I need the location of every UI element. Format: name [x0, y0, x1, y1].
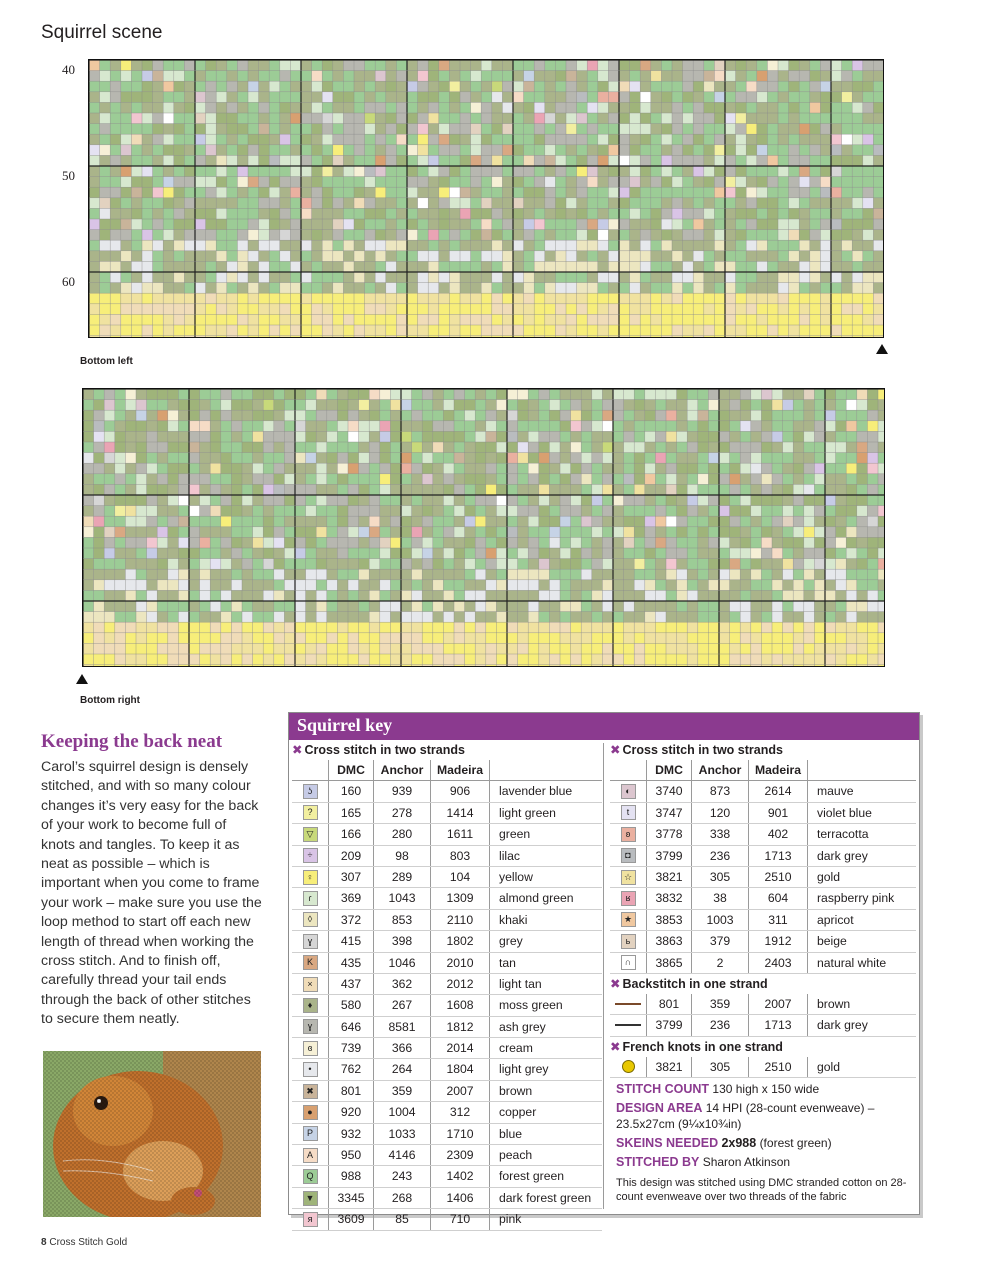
symbol-swatch-icon: ь [621, 934, 636, 949]
key-left-column [292, 740, 602, 1231]
key-row-copper: ● 920 1004 312 copper [292, 1102, 602, 1123]
symbol-swatch-icon: ☆ [621, 870, 636, 885]
backstitch-line-icon [615, 1024, 641, 1026]
cross-icon: ✖ [610, 1039, 621, 1054]
key-row-mauve: ◐ 3740 873 2614 mauve [610, 781, 916, 802]
symbol-swatch-icon: A [303, 1148, 318, 1163]
key-row-grey: ɣ 415 398 1802 grey [292, 931, 602, 952]
page-number: 8 [41, 1237, 47, 1248]
french-knot-icon [622, 1060, 635, 1073]
tip-heading: Keeping the back neat [41, 731, 223, 752]
key-row-brown: ✖ 801 359 2007 brown [292, 1081, 602, 1102]
stitch-count: STITCH COUNT 130 high x 150 wide [616, 1082, 820, 1097]
cross-icon: ✖ [610, 743, 621, 757]
key-row-light-green: ? 165 278 1414 light green [292, 803, 602, 824]
design-area: DESIGN AREA 14 HPI (28-count evenweave) – 23.5x27cm (9¼x10¾in) [616, 1101, 875, 1132]
center-arrow-icon [876, 344, 888, 354]
key-row-almond-green: ɾ 369 1043 1309 almond green [292, 888, 602, 909]
key-row-light-grey: • 762 264 1804 light grey [292, 1059, 602, 1080]
symbol-swatch-icon: ♀ [303, 870, 318, 885]
symbol-swatch-icon: ʖ [303, 784, 318, 799]
tip-body: Carol’s squirrel design is densely stitched, and with so many colour changes it’s very easy for the back of your work to become full of knots and tangles. To keep it as neat as possible – which is important when you come to frame your work – make sure you use the loop method to start off each new length of thread when working the cross stitch. And to finish off, carefully thread your tail ends through the back of other stitches to secure them neatly. [41, 759, 262, 1028]
symbol-swatch-icon: Q [303, 1169, 318, 1184]
key-row-brown: 801 359 2007 brown [610, 994, 916, 1015]
french-knot-heading: ✖ French knots in one strand [610, 1039, 783, 1054]
key-row-gold: ☆ 3821 305 2510 gold [610, 867, 916, 888]
symbol-swatch-icon: ● [303, 1105, 318, 1120]
chart-bottom [82, 388, 885, 667]
symbol-swatch-icon: ɾ [303, 891, 318, 906]
symbol-swatch-icon: ◐ [621, 784, 636, 799]
key-row-pink: я 3609 85 710 pink [292, 1209, 602, 1230]
skeins-needed: SKEINS NEEDED 2x988 (forest green) [616, 1136, 832, 1151]
key-right-column [610, 740, 916, 1204]
symbol-swatch-icon: ▼ [303, 1191, 318, 1206]
key-row-raspberry-pink: ʁ 3832 38 604 raspberry pink [610, 888, 916, 909]
key-row-cream: ɞ 739 366 2014 cream [292, 1038, 602, 1059]
symbol-swatch-icon: ▽ [303, 827, 318, 842]
key-row-beige: ь 3863 379 1912 beige [610, 931, 916, 952]
key-row-violet-blue: t 3747 120 901 violet blue [610, 803, 916, 824]
key-row-ash-grey: ɣ 646 8581 1812 ash grey [292, 1017, 602, 1038]
symbol-swatch-icon: ◘ [621, 848, 636, 863]
key-row-apricot: ★ 3853 1003 311 apricot [610, 910, 916, 931]
scene-title: Squirrel scene [41, 22, 163, 43]
symbol-swatch-icon: ɣ [303, 934, 318, 949]
symbol-swatch-icon: ✖ [303, 1084, 318, 1099]
key-row-light-tan: × 437 362 2012 light tan [292, 974, 602, 995]
key-row-terracotta: ʚ 3778 338 402 terracotta [610, 824, 916, 845]
symbol-swatch-icon: • [303, 1062, 318, 1077]
symbol-swatch-icon: ∩ [621, 955, 636, 970]
key-row-lilac: ÷ 209 98 803 lilac [292, 846, 602, 867]
symbol-swatch-icon: ʚ [621, 827, 636, 842]
row-label-50: 50 [62, 168, 75, 183]
center-arrow-icon [76, 674, 88, 684]
key-row-yellow: ♀ 307 289 104 yellow [292, 867, 602, 888]
key-row-forest-green: Q 988 243 1402 forest green [292, 1166, 602, 1187]
key-row-blue: P 932 1033 1710 blue [292, 1124, 602, 1145]
chart-top [88, 59, 884, 338]
symbol-swatch-icon: ♦ [303, 998, 318, 1013]
symbol-swatch-icon: t [621, 805, 636, 820]
key-row-peach: A 950 4146 2309 peach [292, 1145, 602, 1166]
key-row-gold: 3821 305 2510 gold [610, 1057, 916, 1078]
column-divider [603, 743, 604, 1209]
stitched-by: STITCHED BY Sharon Atkinson [616, 1155, 791, 1170]
key-header-row: DMC Anchor Madeira [292, 760, 602, 781]
symbol-swatch-icon: ʁ [621, 891, 636, 906]
symbol-swatch-icon: ◊ [303, 912, 318, 927]
cross-icon: ✖ [292, 743, 303, 757]
symbol-swatch-icon: ɞ [303, 1041, 318, 1056]
symbol-swatch-icon: я [303, 1212, 318, 1227]
magazine-name: Cross Stitch Gold [49, 1237, 128, 1248]
key-row-lavender-blue: ʖ 160 939 906 lavender blue [292, 781, 602, 802]
key-row-dark-forest-green: ▼ 3345 268 1406 dark forest green [292, 1188, 602, 1209]
key-row-moss-green: ♦ 580 267 1608 moss green [292, 995, 602, 1016]
key-row-green: ▽ 166 280 1611 green [292, 824, 602, 845]
key-row-natural-white: ∩ 3865 2 2403 natural white [610, 953, 916, 974]
key-title-bar [289, 713, 919, 740]
symbol-swatch-icon: P [303, 1126, 318, 1141]
symbol-swatch-icon: ★ [621, 912, 636, 927]
cross-icon: ✖ [610, 976, 621, 991]
chart-bottom-caption: Bottom right [80, 695, 140, 706]
row-label-40: 40 [62, 62, 75, 77]
cross-stitch-heading-right: ✖ Cross stitch in two strands [610, 743, 783, 757]
symbol-swatch-icon: ÷ [303, 848, 318, 863]
key-row-tan: K 435 1046 2010 tan [292, 953, 602, 974]
thread-note: This design was stitched using DMC stranded cotton on 28-count evenweave over two threads of the fabric [616, 1177, 907, 1204]
row-label-60: 60 [62, 274, 75, 289]
backstitch-line-icon [615, 1003, 641, 1005]
key-row-dark-grey: ◘ 3799 236 1713 dark grey [610, 846, 916, 867]
page-footer [41, 1237, 127, 1248]
backstitch-heading: ✖ Backstitch in one strand [610, 976, 768, 991]
stitched-squirrel-photo [43, 1051, 261, 1217]
symbol-swatch-icon: ? [303, 805, 318, 820]
key-row-dark-grey: 3799 236 1713 dark grey [610, 1015, 916, 1036]
chart-top-caption: Bottom left [80, 356, 133, 367]
symbol-swatch-icon: × [303, 977, 318, 992]
key-panel [288, 712, 920, 1227]
symbol-swatch-icon: ɣ [303, 1019, 318, 1034]
key-header-row: DMC Anchor Madeira [610, 760, 916, 781]
symbol-swatch-icon: K [303, 955, 318, 970]
key-title: Squirrel key [297, 715, 393, 735]
cross-stitch-heading: ✖ Cross stitch in two strands [292, 743, 465, 757]
key-row-khaki: ◊ 372 853 2110 khaki [292, 910, 602, 931]
